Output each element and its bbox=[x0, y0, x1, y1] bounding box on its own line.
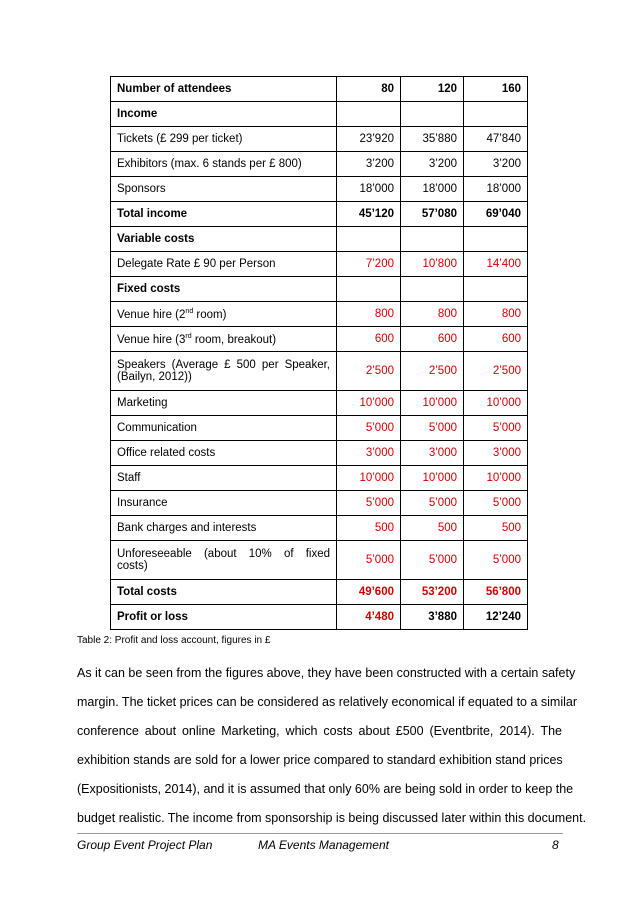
row-value: 500 bbox=[401, 516, 464, 541]
table-row-profit-loss bbox=[111, 605, 528, 630]
empty-cell bbox=[401, 102, 464, 127]
row-value: 3’200 bbox=[337, 152, 401, 177]
table-row-total-costs bbox=[111, 580, 528, 605]
footer-divider bbox=[77, 833, 563, 834]
empty-cell bbox=[337, 102, 401, 127]
row-value: 2’500 bbox=[337, 352, 401, 391]
table-caption: Table 2: Profit and loss account, figures in £ bbox=[77, 635, 271, 646]
label-text: room, breakout) bbox=[191, 333, 277, 346]
row-value: 10’000 bbox=[337, 391, 401, 416]
empty-cell bbox=[464, 277, 528, 302]
paragraph-line: margin. The ticket prices can be considered as relatively economical if equated to a similar bbox=[77, 695, 578, 709]
row-value: 47’840 bbox=[464, 127, 528, 152]
row-value: 35’880 bbox=[401, 127, 464, 152]
empty-cell bbox=[464, 102, 528, 127]
empty-cell bbox=[464, 227, 528, 252]
table-row bbox=[111, 466, 528, 491]
row-value: 23’920 bbox=[337, 127, 401, 152]
row-label bbox=[111, 541, 337, 580]
paragraph-line: conference about online Marketing, which costs about £500 (Eventbrite, 2014). The bbox=[77, 724, 562, 738]
row-value: 10’000 bbox=[401, 391, 464, 416]
row-value: 10’800 bbox=[401, 252, 464, 277]
table-row bbox=[111, 391, 528, 416]
table-row bbox=[111, 491, 528, 516]
row-label bbox=[111, 352, 337, 391]
table-row bbox=[111, 302, 528, 327]
row-value: 5’000 bbox=[401, 541, 464, 580]
row-value: 5’000 bbox=[464, 541, 528, 580]
row-value: 10’000 bbox=[337, 466, 401, 491]
table-row bbox=[111, 152, 528, 177]
footer-page-number: 8 bbox=[552, 838, 559, 852]
row-label bbox=[111, 302, 337, 327]
row-value: 500 bbox=[337, 516, 401, 541]
row-value: 500 bbox=[464, 516, 528, 541]
label-superscript: nd bbox=[185, 307, 194, 315]
row-value: 14’400 bbox=[464, 252, 528, 277]
row-value: 5’000 bbox=[464, 416, 528, 441]
row-value: 2’500 bbox=[401, 352, 464, 391]
table-row bbox=[111, 127, 528, 152]
label-superscript: rd bbox=[185, 332, 192, 340]
table-row bbox=[111, 441, 528, 466]
row-value: 4’480 bbox=[337, 605, 401, 630]
row-value: 49’600 bbox=[337, 580, 401, 605]
row-label: Exhibitors (max. 6 stands per £ 800) bbox=[111, 152, 337, 177]
paragraph-line: (Expositionists, 2014), and it is assumed that only 60% are being sold in order to keep the bbox=[77, 782, 574, 796]
row-value: 800 bbox=[464, 302, 528, 327]
label-text: Venue hire (2 bbox=[117, 308, 186, 321]
table-row bbox=[111, 516, 528, 541]
row-value: 45’120 bbox=[337, 202, 401, 227]
body-paragraph bbox=[77, 659, 587, 833]
row-value: 800 bbox=[337, 302, 401, 327]
label-text: Venue hire (3 bbox=[117, 333, 186, 346]
footer-left-title: Group Event Project Plan bbox=[77, 838, 213, 852]
label-line: Unforeseeable (about 10% of fixed bbox=[117, 548, 330, 560]
row-value: 10’000 bbox=[464, 391, 528, 416]
paragraph-line: exhibition stands are sold for a lower price compared to standard exhibition stand prices bbox=[77, 753, 563, 767]
row-value: 57’080 bbox=[401, 202, 464, 227]
section-heading: Fixed costs bbox=[111, 277, 337, 302]
row-label: Sponsors bbox=[111, 177, 337, 202]
row-label: Total income bbox=[111, 202, 337, 227]
table-row bbox=[111, 416, 528, 441]
row-value: 5’000 bbox=[401, 416, 464, 441]
paragraph-line: As it can be seen from the figures above, they have been constructed with a certain safety bbox=[77, 666, 576, 680]
table-row bbox=[111, 252, 528, 277]
row-value: 3’200 bbox=[401, 152, 464, 177]
attendees-label: Number of attendees bbox=[111, 77, 337, 102]
table-row bbox=[111, 352, 528, 391]
row-label bbox=[111, 327, 337, 352]
row-label: Communication bbox=[111, 416, 337, 441]
attendees-120: 120 bbox=[401, 77, 464, 102]
row-label: Delegate Rate £ 90 per Person bbox=[111, 252, 337, 277]
row-value: 18’000 bbox=[337, 177, 401, 202]
row-value: 69’040 bbox=[464, 202, 528, 227]
table-row bbox=[111, 177, 528, 202]
row-value: 10’000 bbox=[464, 466, 528, 491]
section-heading: Variable costs bbox=[111, 227, 337, 252]
paragraph-line: budget realistic. The income from sponsorship is being discussed later within this document. bbox=[77, 811, 587, 825]
label-line: Speakers (Average £ 500 per Speaker, bbox=[117, 359, 330, 371]
label-line: costs) bbox=[117, 560, 148, 572]
row-value: 600 bbox=[464, 327, 528, 352]
row-value: 600 bbox=[337, 327, 401, 352]
row-label: Bank charges and interests bbox=[111, 516, 337, 541]
row-label: Office related costs bbox=[111, 441, 337, 466]
row-value: 10’000 bbox=[401, 466, 464, 491]
table-row-fixed-heading bbox=[111, 277, 528, 302]
attendees-160: 160 bbox=[464, 77, 528, 102]
row-value: 56’800 bbox=[464, 580, 528, 605]
table-row bbox=[111, 541, 528, 580]
row-value: 5’000 bbox=[337, 491, 401, 516]
row-value: 18’000 bbox=[464, 177, 528, 202]
row-value: 5’000 bbox=[337, 541, 401, 580]
row-label: Total costs bbox=[111, 580, 337, 605]
row-value: 7’200 bbox=[337, 252, 401, 277]
row-value: 12’240 bbox=[464, 605, 528, 630]
row-label: Profit or loss bbox=[111, 605, 337, 630]
row-value: 3’000 bbox=[337, 441, 401, 466]
row-value: 5’000 bbox=[401, 491, 464, 516]
row-value: 3’200 bbox=[464, 152, 528, 177]
table-header-row bbox=[111, 77, 528, 102]
row-value: 2’500 bbox=[464, 352, 528, 391]
row-value: 3’000 bbox=[464, 441, 528, 466]
row-value: 18’000 bbox=[401, 177, 464, 202]
table-row bbox=[111, 327, 528, 352]
empty-cell bbox=[337, 227, 401, 252]
row-value: 3’000 bbox=[401, 441, 464, 466]
empty-cell bbox=[401, 277, 464, 302]
table-row-total-income bbox=[111, 202, 528, 227]
row-value: 53’200 bbox=[401, 580, 464, 605]
row-label: Marketing bbox=[111, 391, 337, 416]
row-value: 800 bbox=[401, 302, 464, 327]
table-row-income-heading bbox=[111, 102, 528, 127]
row-value: 5’000 bbox=[464, 491, 528, 516]
table-row-variable-heading bbox=[111, 227, 528, 252]
row-value: 5’000 bbox=[337, 416, 401, 441]
row-label: Insurance bbox=[111, 491, 337, 516]
row-label: Tickets (£ 299 per ticket) bbox=[111, 127, 337, 152]
empty-cell bbox=[337, 277, 401, 302]
row-label: Staff bbox=[111, 466, 337, 491]
profit-loss-table bbox=[110, 76, 528, 630]
label-line: (Bailyn, 2012)) bbox=[117, 371, 192, 383]
empty-cell bbox=[401, 227, 464, 252]
section-heading: Income bbox=[111, 102, 337, 127]
row-value: 600 bbox=[401, 327, 464, 352]
footer-center-title: MA Events Management bbox=[258, 838, 389, 852]
attendees-80: 80 bbox=[337, 77, 401, 102]
row-value: 3’880 bbox=[401, 605, 464, 630]
label-text: room) bbox=[193, 308, 227, 321]
